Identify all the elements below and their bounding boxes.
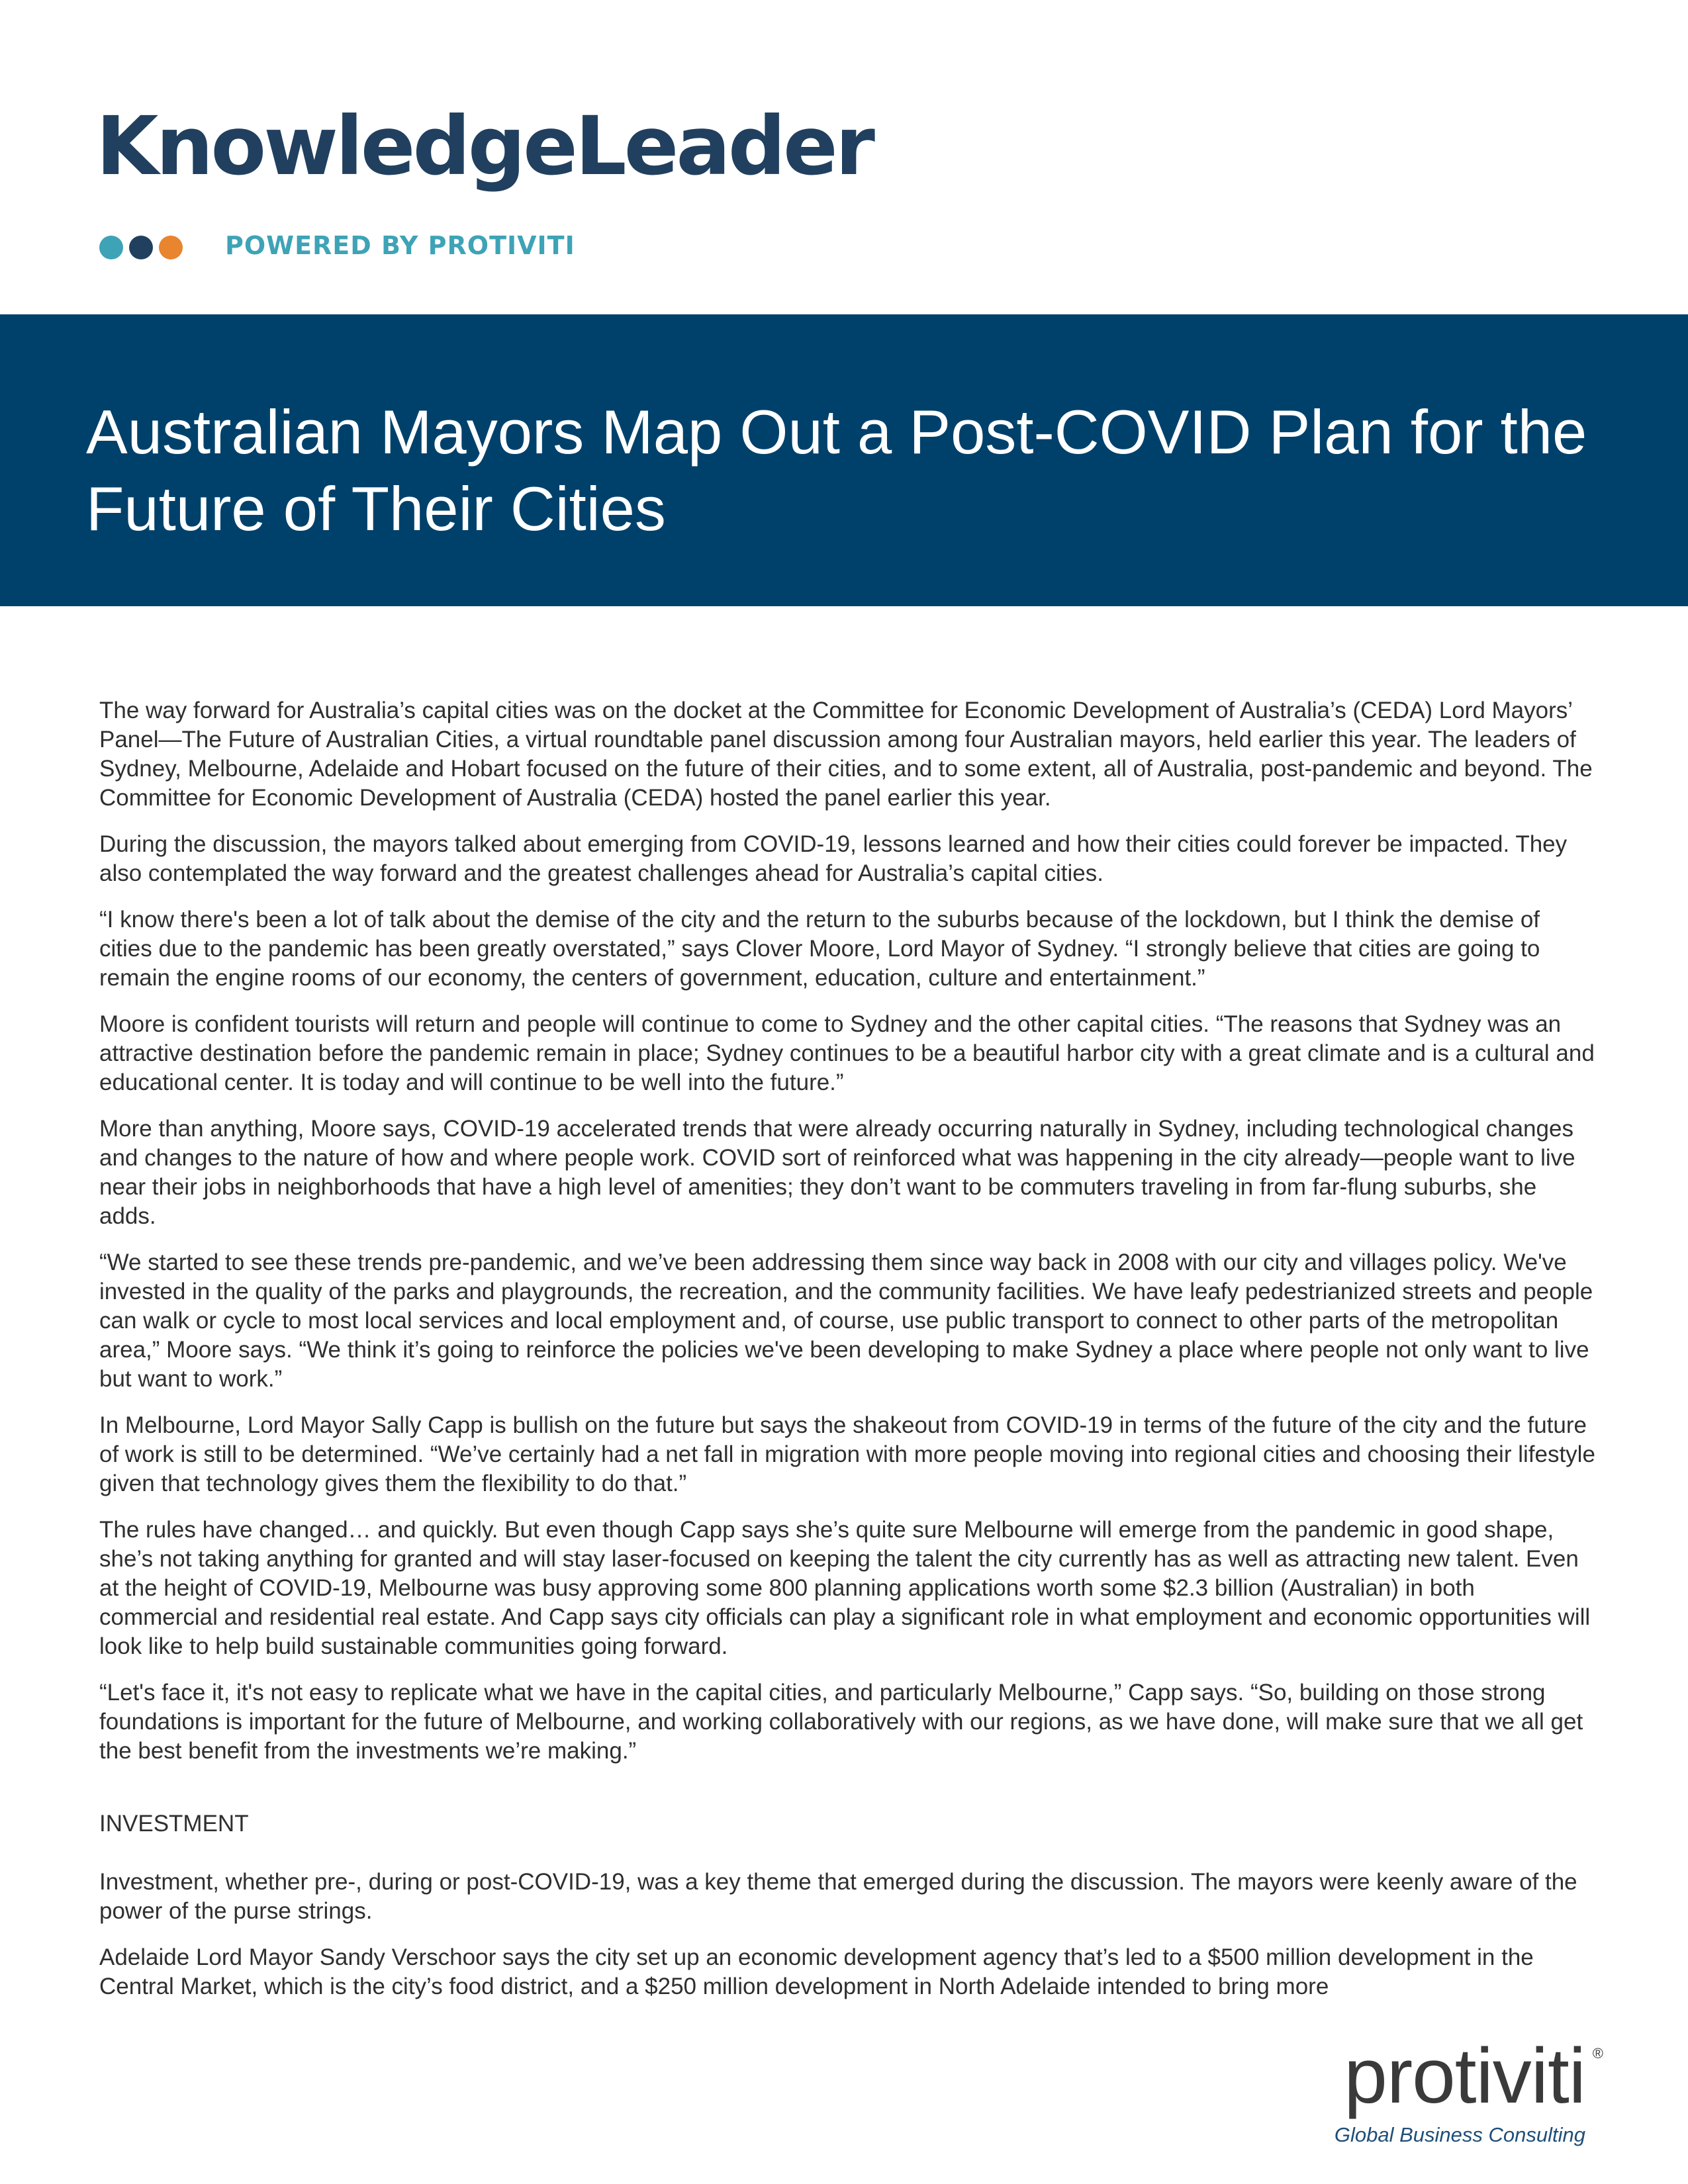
paragraph: During the discussion, the mayors talked about emerging from COVID-19, lessons learned and how their cities could forever be impacted. They also contemplated the way forward and the greatest challenges ahead for Australia’s capital cities. (99, 831, 1568, 886)
powered-by-label: POWERED BY PROTIVITI (225, 231, 575, 260)
paragraph: “I know there's been a lot of talk about the demise of the city and the return to the suburbs because of the lockdown, but I think the demise of cities due to the pandemic has been greatly overstated,” says Clover Moore, Lord Mayor of Sydney. “I strongly believe that cities are going to remain the engine rooms of our economy, the centers of government, education, culture and entertainment.” (99, 907, 1540, 991)
protiviti-wordmark (1335, 2032, 1603, 2120)
paragraph: Investment, whether pre-, during or post-COVID-19, was a key theme that emerged during the discussion. The mayors were keenly aware of the power of the purse strings. (99, 1869, 1577, 1924)
article-body (99, 696, 1595, 2019)
protiviti-wordmark-text: protiviti (1344, 2032, 1585, 2120)
protiviti-logo (1334, 2032, 1603, 2146)
paragraph: More than anything, Moore says, COVID-19 accelerated trends that were already occurring naturally in Sydney, including technological changes and changes to the nature of how and where people work. COVID sort of reinforced what was happening in the city already—people want to live near their jobs in neighborhoods that have a high level of amenities; they don’t want to be commuters traveling in from far-flung suburbs, she adds. (99, 1116, 1575, 1229)
registered-mark: ® (1592, 2045, 1603, 2062)
paragraph: “Let's face it, it's not easy to replicate what we have in the capital cities, and particularly Melbourne,” Capp says. “So, building on those strong foundations is important for the future of Melbourne, and working collaboratively with our regions, as we have done, will make sure that we all get the best benefit from the investments we’re making.” (99, 1680, 1583, 1764)
paragraph: Adelaide Lord Mayor Sandy Verschoor says the city set up an economic development agency that’s led to a $500 million development in the Central Market, which is the city’s food district, and a $250 million development in North Adelaide intended to bring more (99, 1944, 1534, 1999)
page-title: Australian Mayors Map Out a Post-COVID Plan for the Future of Their Cities (86, 397, 1587, 543)
title-banner (0, 314, 1688, 606)
paragraph: “We started to see these trends pre-pandemic, and we’ve been addressing them since way back in 2008 with our city and villages policy. We've invested in the quality of the parks and playgrounds, the recreation, and the community facilities. We have leafy pedestrianized streets and people can walk or cycle to most local services and local employment and, of course, use public transport to connect to other parts of the metropolitan area,” Moore says. “We think it’s going to reinforce the policies we've been developing to make Sydney a place where people not only want to live but want to work.” (99, 1250, 1593, 1392)
protiviti-tagline: Global Business Consulting (1334, 2123, 1585, 2146)
section-heading-investment: INVESTMENT (99, 1811, 249, 1837)
orange-dot-icon (159, 236, 183, 259)
paragraph: The rules have changed… and quickly. But even though Capp says she’s quite sure Melbourne will emerge from the pandemic in good shape, she’s not taking anything for granted and will stay laser-focused on keeping the talent the city currently has as well as attracting new talent. Even at the height of COVID-19, Melbourne was busy approving some 800 planning applications worth some $2.3 billion (Australian) in both commercial and residential real estate. And Capp says city officials can play a significant role in what employment and economic opportunities will look like to help build sustainable communities going forward. (99, 1517, 1591, 1659)
paragraph: In Melbourne, Lord Mayor Sally Capp is bullish on the future but says the shakeout from COVID-19 in terms of the future of the city and the future of work is still to be determined. “We’ve certainly had a net fall in migration with more people moving into regional cities and choosing their lifestyle given that technology gives them the flexibility to do that.” (99, 1412, 1595, 1496)
logo-wordmark: KnowledgeLeader (96, 99, 872, 193)
paragraph: The way forward for Australia’s capital cities was on the docket at the Committee for Economic Development of Australia’s (CEDA) Lord Mayors’ Panel—The Future of Australian Cities, a virtual roundtable panel discussion among four Australian mayors, held earlier this year. The leaders of Sydney, Melbourne, Adelaide and Hobart focused on the future of their cities, and to some extent, all of Australia, post-pandemic and beyond. The Committee for Economic Development of Australia (CEDA) hosted the panel earlier this year. (99, 698, 1593, 811)
navy-dot-icon (129, 236, 153, 259)
paragraph: Moore is confident tourists will return and people will continue to come to Sydney and the other capital cities. “The reasons that Sydney was an attractive destination before the pandemic remain in place; Sydney continues to be a beautiful harbor city with a great climate and is a cultural and educational center. It is today and will continue to be well into the future.” (99, 1011, 1595, 1095)
teal-dot-icon (99, 236, 123, 259)
logo-dots-icon (99, 236, 183, 259)
